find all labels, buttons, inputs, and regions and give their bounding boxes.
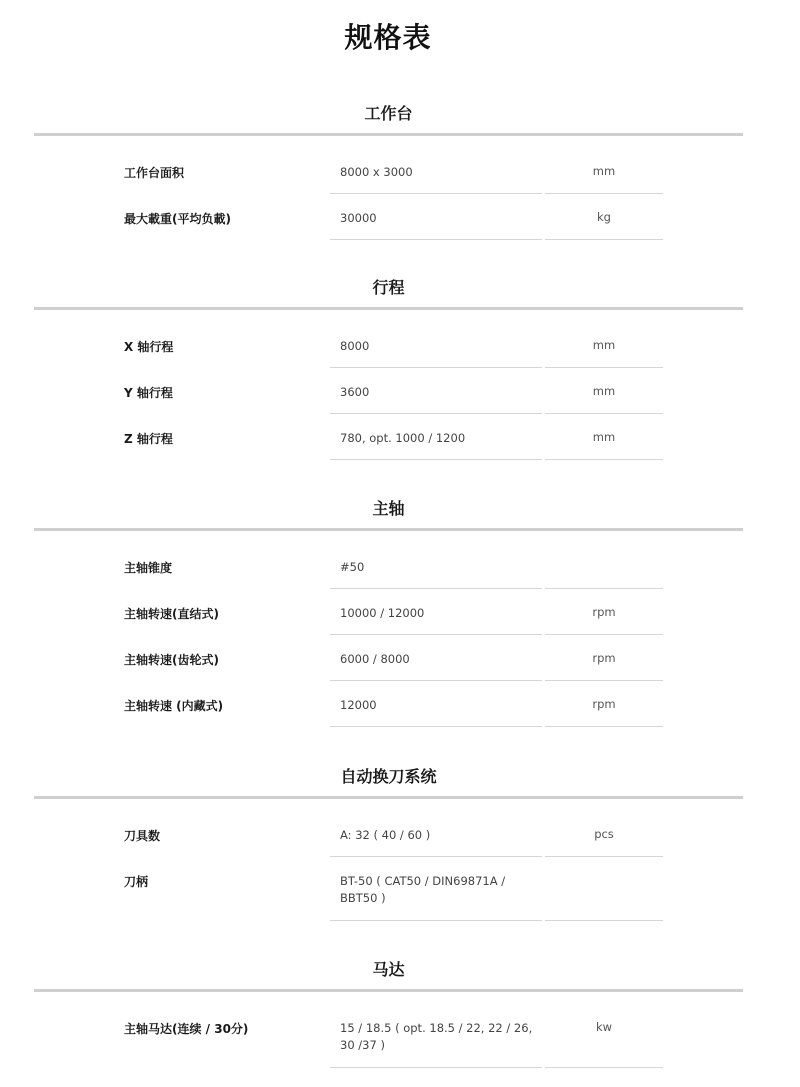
spec-label: 工作台面积 bbox=[124, 166, 185, 180]
section-title: 行程 bbox=[372, 278, 405, 297]
section-atc bbox=[34, 762, 743, 921]
spec-unit: mm bbox=[545, 414, 663, 460]
section-divider bbox=[34, 796, 743, 799]
spec-label: Z 轴行程 bbox=[124, 432, 173, 446]
spec-row bbox=[34, 148, 743, 194]
spec-label: 主轴锥度 bbox=[124, 561, 173, 575]
spec-value: 10000 / 12000 bbox=[330, 589, 542, 635]
section-spindle bbox=[34, 494, 743, 727]
spec-value: A: 32 ( 40 / 60 ) bbox=[330, 811, 542, 857]
spec-unit: rpm bbox=[545, 635, 663, 681]
spec-value: 780, opt. 1000 / 1200 bbox=[330, 414, 542, 460]
section-worktable bbox=[34, 99, 743, 240]
spec-unit: mm bbox=[545, 368, 663, 414]
spec-unit: mm bbox=[545, 322, 663, 368]
spec-unit: rpm bbox=[545, 589, 663, 635]
spec-value: #50 bbox=[330, 543, 542, 589]
spec-unit: mm bbox=[545, 148, 663, 194]
spec-row bbox=[34, 322, 743, 368]
spec-value: 12000 bbox=[330, 681, 542, 727]
section-motor bbox=[34, 955, 743, 1068]
spec-unit: pcs bbox=[545, 811, 663, 857]
section-travel bbox=[34, 273, 743, 460]
section-divider bbox=[34, 133, 743, 136]
spec-row bbox=[34, 635, 743, 681]
spec-value: BT-50 ( CAT50 / DIN69871A / BBT50 ) bbox=[330, 857, 542, 921]
spec-row bbox=[34, 811, 743, 857]
spec-rows bbox=[34, 543, 743, 727]
section-divider bbox=[34, 307, 743, 310]
spec-row bbox=[34, 368, 743, 414]
section-title: 马达 bbox=[372, 960, 405, 979]
spec-row bbox=[34, 1004, 743, 1068]
spec-unit bbox=[545, 857, 663, 921]
spec-label: 刀具数 bbox=[124, 829, 161, 843]
spec-unit bbox=[545, 543, 663, 589]
spec-value: 8000 bbox=[330, 322, 542, 368]
spec-row bbox=[34, 194, 743, 240]
spec-row bbox=[34, 857, 743, 921]
spec-label: 主轴转速 (内藏式) bbox=[124, 699, 224, 713]
spec-label: 主轴转速(直结式) bbox=[124, 607, 219, 621]
spec-label: 主轴马达(连续 / 30分) bbox=[124, 1022, 249, 1036]
spec-unit: kw bbox=[545, 1004, 663, 1068]
section-title: 主轴 bbox=[372, 499, 405, 518]
spec-row bbox=[34, 543, 743, 589]
section-title: 工作台 bbox=[364, 104, 413, 123]
spec-rows bbox=[34, 322, 743, 460]
spec-label: 最大載重(平均负載) bbox=[124, 212, 231, 226]
spec-row bbox=[34, 681, 743, 727]
spec-value: 15 / 18.5 ( opt. 18.5 / 22, 22 / 26, 30 /37 ) bbox=[330, 1004, 542, 1068]
page-title: 规格表 bbox=[344, 21, 432, 54]
section-divider bbox=[34, 989, 743, 992]
spec-rows bbox=[34, 811, 743, 921]
spec-row bbox=[34, 589, 743, 635]
spec-label: Y 轴行程 bbox=[124, 386, 173, 400]
spec-unit: kg bbox=[545, 194, 663, 240]
spec-value: 8000 x 3000 bbox=[330, 148, 542, 194]
spec-label: 刀柄 bbox=[124, 875, 149, 889]
spec-value: 6000 / 8000 bbox=[330, 635, 542, 681]
spec-rows bbox=[34, 148, 743, 240]
spec-row bbox=[34, 414, 743, 460]
section-title: 自动换刀系统 bbox=[340, 767, 437, 786]
spec-value: 30000 bbox=[330, 194, 542, 240]
spec-value: 3600 bbox=[330, 368, 542, 414]
spec-unit: rpm bbox=[545, 681, 663, 727]
spec-label: X 轴行程 bbox=[124, 340, 174, 354]
spec-rows bbox=[34, 1004, 743, 1068]
spec-label: 主轴转速(齿轮式) bbox=[124, 653, 219, 667]
section-divider bbox=[34, 528, 743, 531]
